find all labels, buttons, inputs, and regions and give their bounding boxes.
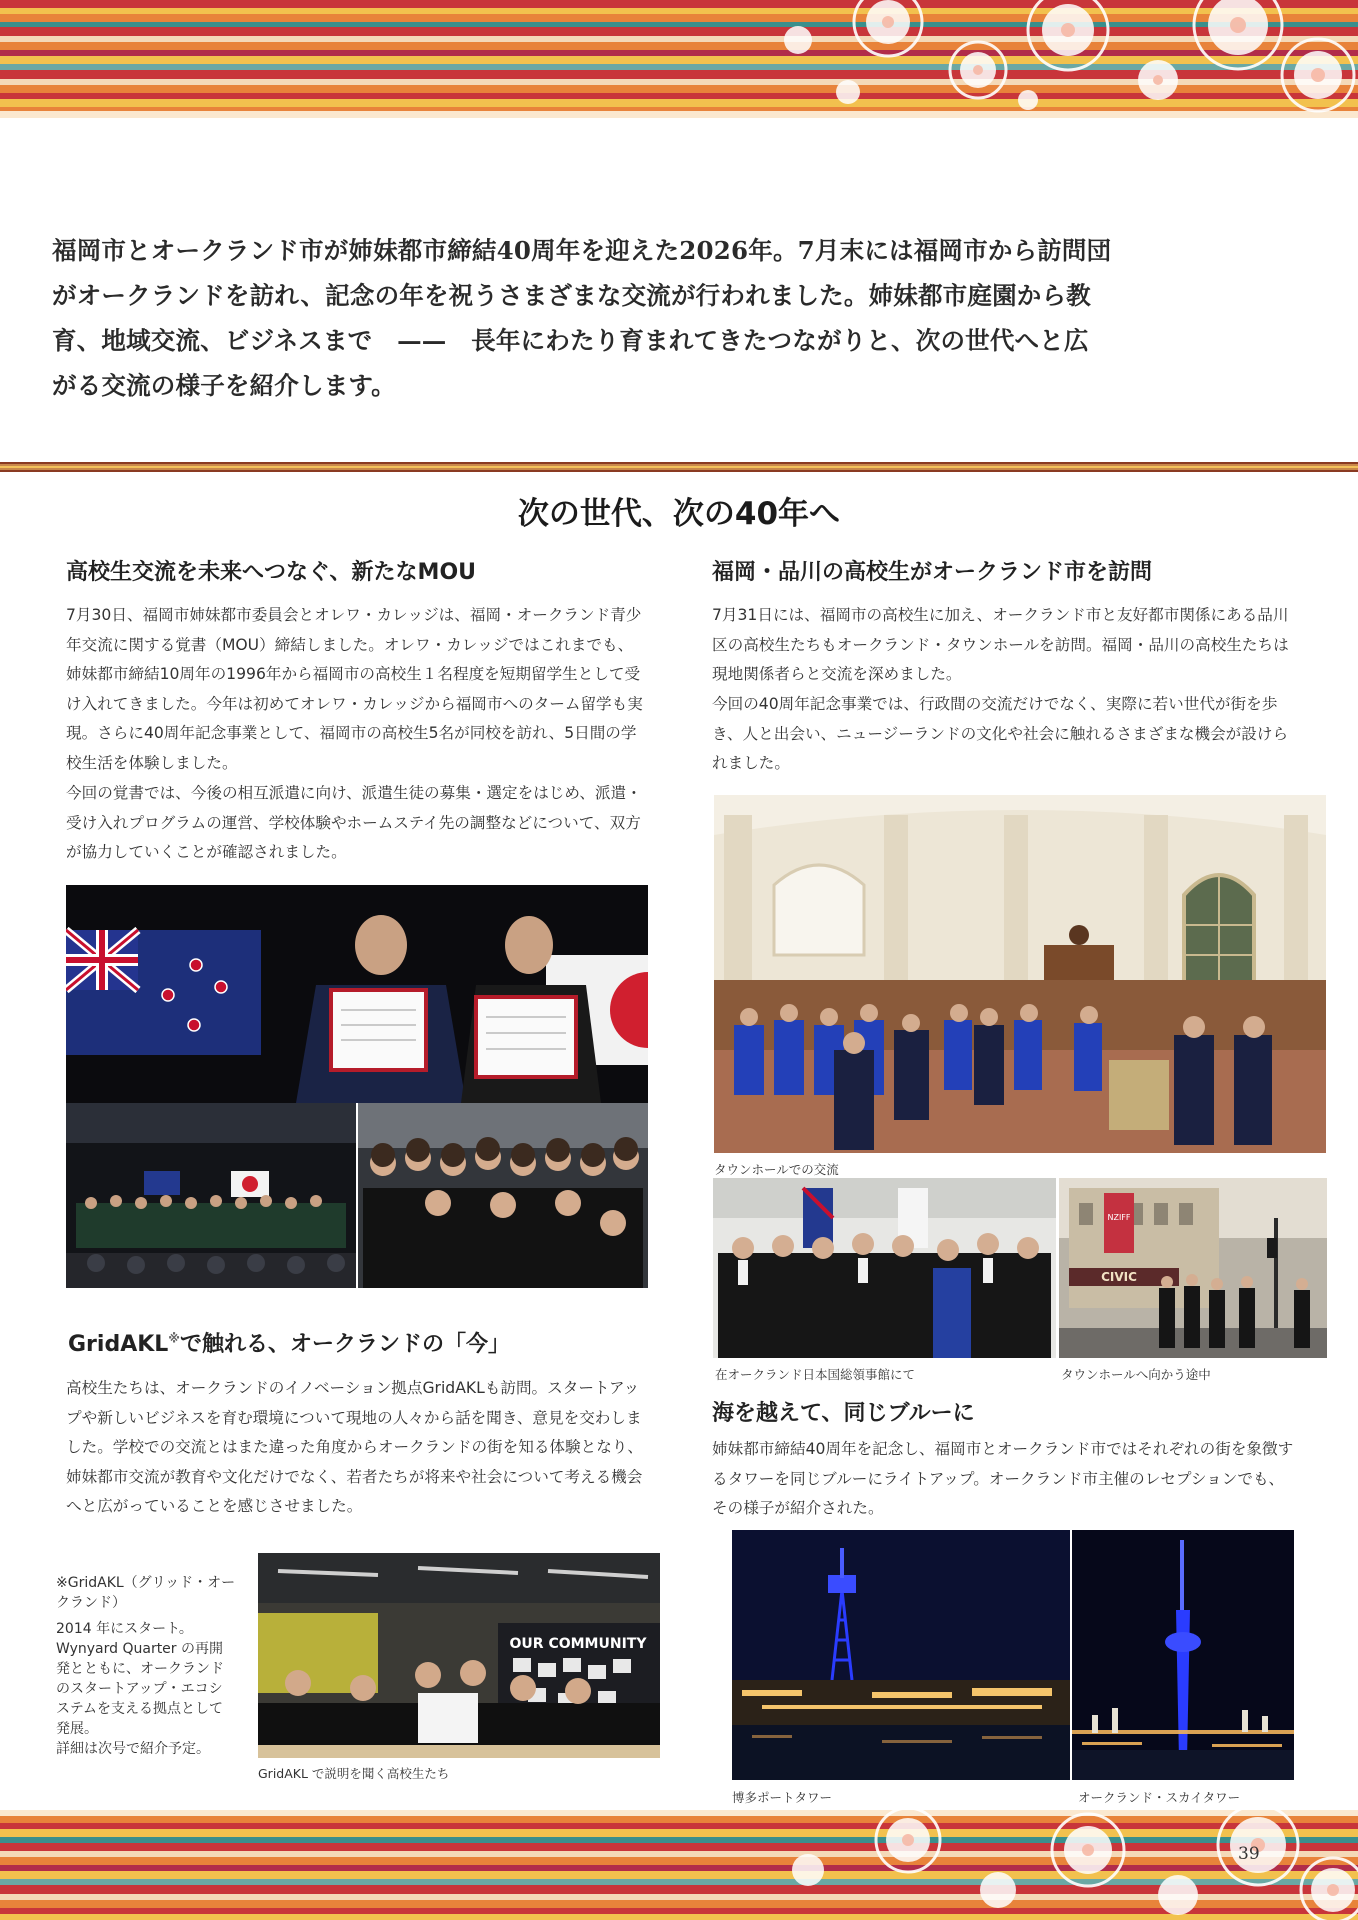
gridakl-photo (258, 1553, 660, 1758)
sky-tower-photo (1072, 1530, 1294, 1780)
gridakl-note-title: ※GridAKL（グリッド・オークランド） (56, 1575, 236, 1611)
community-sign-text: OUR COMMUNITY (509, 1636, 647, 1652)
header-decorative-band (0, 0, 1358, 118)
consulate-photo (713, 1178, 1056, 1358)
skytower-caption: オークランド・スカイタワー (1078, 1790, 1241, 1805)
flower-ornament (738, 0, 1358, 118)
footer-decorative-band (0, 1810, 1358, 1920)
mou-body: 7月30日、福岡市姉妹都市委員会とオレワ・カレッジは、福岡・オークランド青少年交流に関する覚書（MOU）締結しました。オレワ・カレッジではこれまでも、姉妹都市締結10周年の1996年から福岡市の高校生１名程度を短期留学生として受け入れてきました。今年は初めてオレワ・カレッジから福岡市へのターム留学も実現。さらに40周年記念事業として、福岡市の高校生5名が同校を訪れ、5日間の学校生活を体験しました。 (66, 606, 643, 772)
townhall-photo (714, 795, 1326, 1153)
street-caption: タウンホールへ向かう途中 (1061, 1367, 1211, 1382)
gridakl-note-body: 2014 年にスタート。Wynyard Quarter の再開発とともに、オークランドのスタートアップ・エコシステムを支える拠点として発展。 (56, 1621, 224, 1737)
mou-signing-photo (66, 885, 648, 1103)
gridakl-body: 高校生たちは、オークランドのイノベーション拠点GridAKLも訪問。スタートアップや新しいビジネスを育む環境について現地の人々から話を聞き、意見を交わしました。学校での交流とはまた違った角度からオークランドの街を知る体験となり、姉妹都市交流が教育や文化だけでなく、若者たちが将来や社会について考える機会へと広がっていることを感じさせました。 (66, 1379, 643, 1516)
section-divider (0, 462, 1358, 472)
hakata-caption: 博多ポートタワー (732, 1790, 833, 1805)
blue-body: 姉妹都市締結40周年を記念し、福岡市とオークランド市ではそれぞれの街を象徴するタワーを同じブルーにライトアップ。オークランド市主催のレセプションでも、その様子が紹介された。 (712, 1440, 1294, 1518)
gridakl-heading (68, 1327, 510, 1358)
gridakl-caption: GridAKL で説明を聞く高校生たち (258, 1766, 450, 1781)
gridakl-note (56, 1573, 236, 1759)
stage-performance-photo (66, 1103, 356, 1288)
mou-heading: 高校生交流を未来へつなぐ、新たなMOU (66, 560, 477, 585)
mou-body-2: 今回の覚書では、今後の相互派遣に向け、派遣生徒の募集・選定をはじめ、派遣・受け入れプログラムの運営、学校体験やホームステイ先の調整などについて、双方が協力していくことが確認されました。 (66, 784, 642, 862)
visit-heading: 福岡・品川の高校生がオークランド市を訪問 (712, 560, 1153, 585)
blue-heading: 海を越えて、同じブルーに (712, 1401, 975, 1426)
students-group-photo (358, 1103, 648, 1288)
page-number: 39 (1238, 1844, 1260, 1864)
film-banner-text: NZIFF (1107, 1213, 1131, 1222)
intro-paragraph: 福岡市とオークランド市が姉妹都市締結40周年を迎えた2026年。7月末には福岡市から訪問団がオークランドを訪れ、記念の年を祝うさまざまな交流が行われました。姉妹都市庭園から教育、地域交流、ビジネスまで —— 長年にわたり育まれてきたつながりと、次の世代へと広がる交流の様子を紹介します。 (52, 236, 1112, 400)
civic-sign-text: CIVIC (1101, 1270, 1137, 1284)
street-photo (1059, 1178, 1327, 1358)
visit-body-2: 今回の40周年記念事業では、行政間の交流だけでなく、実際に若い世代が街を歩き、人と出会い、ニュージーランドの文化や社会に触れるさまざまな機会が設けられました。 (712, 695, 1289, 773)
hakata-port-tower-photo (732, 1530, 1070, 1780)
townhall-caption: タウンホールでの交流 (714, 1162, 839, 1177)
gridakl-note-mark: ※ (168, 1331, 180, 1346)
main-title: 次の世代、次の40年へ (517, 496, 841, 532)
gridakl-heading-pre: GridAKL (68, 1332, 169, 1357)
consulate-caption: 在オークランド日本国総領事館にて (715, 1367, 916, 1382)
gridakl-heading-post: で触れる、オークランドの「今」 (179, 1332, 510, 1357)
footer-flower-ornament (738, 1810, 1358, 1920)
gridakl-note-more: 詳細は次号で紹介予定。 (56, 1741, 210, 1757)
visit-body: 7月31日には、福岡市の高校生に加え、オークランド市と友好都市関係にある品川区の高校生たちもオークランド・タウンホールを訪問。福岡・品川の高校生たちは現地関係者らと交流を深めました。 (712, 606, 1289, 684)
